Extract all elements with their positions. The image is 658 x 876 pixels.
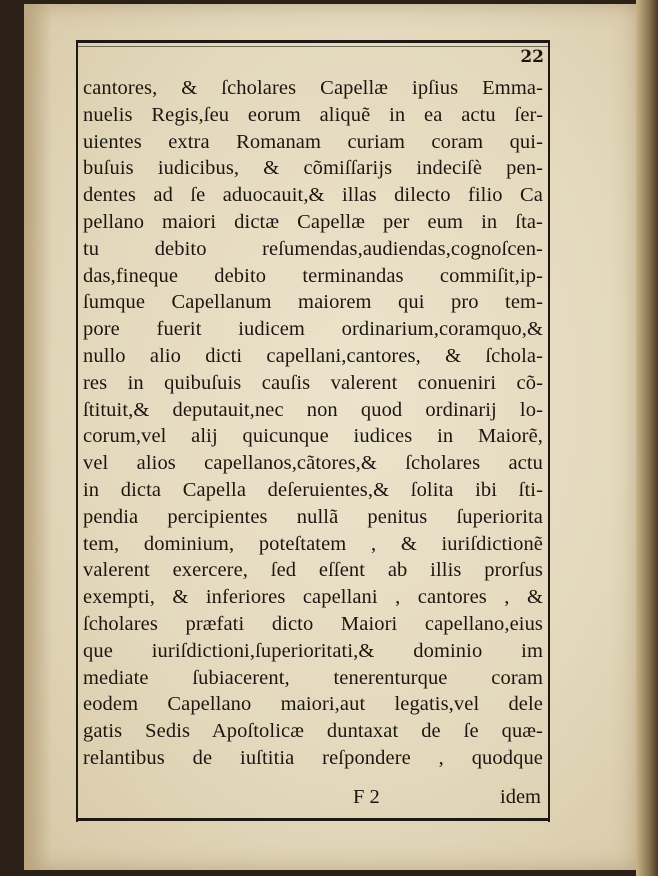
page-number: 22 <box>520 47 544 67</box>
text-line: relantibus de iuſtitia reſpondere , quodque <box>83 746 543 769</box>
frame-rule-right <box>548 40 550 822</box>
signature-mark: F 2 <box>353 786 380 808</box>
text-line: das,fineque debito terminandas commiſit,ip- <box>83 264 543 287</box>
text-line: pendia percipientes nullã penitus ſuperiorita <box>83 505 543 528</box>
text-line: ſumque Capellanum maiorem qui pro tem- <box>83 291 543 314</box>
text-line: mediate ſubiacerent, tenerenturque coram <box>83 666 543 689</box>
text-line: corum,vel alij quicunque iudices in Maiorẽ, <box>83 425 543 448</box>
text-line: tu debito reſumendas,audiendas,cognoſcen- <box>83 237 543 260</box>
text-line: uientes extra Romanam curiam coram qui- <box>83 130 543 153</box>
text-line: pore fuerit iudicem ordinarium,coramquo,& <box>83 318 543 341</box>
text-line: eodem Capellano maiori,aut legatis,vel dele <box>83 693 543 716</box>
text-line: ſcholares præfati dicto Maiori capellano,eius <box>83 612 543 635</box>
text-line: gatis Sedis Apoſtolicæ duntaxat de ſe quæ- <box>83 720 543 743</box>
frame-rule-left <box>76 40 78 822</box>
text-line: tem, dominium, poteſtatem , & iuriſdictionẽ <box>83 532 543 555</box>
text-line: valerent exercere, ſed eſſent ab illis prorſus <box>83 559 543 582</box>
catchword: idem <box>500 786 541 808</box>
frame-rule-bottom <box>76 818 550 821</box>
text-line: nullo alio dicti capellani,cantores, & ſchola- <box>83 344 543 367</box>
text-line: buſuis iudicibus, & cõmiſſarijs indeciſè pen- <box>83 157 543 180</box>
text-line: exempti, & inferiores capellani , cantores , & <box>83 586 543 609</box>
text-line: vel alios capellanos,cãtores,& ſcholares actu <box>83 452 543 475</box>
frame-rule-top <box>76 40 548 43</box>
text-line: in dicta Capella deſeruientes,& ſolita ibi ſti- <box>83 478 543 501</box>
text-line: ſtituit,& deputauit,nec non quod ordinarij lo- <box>83 398 543 421</box>
page-footer <box>83 784 543 810</box>
text-block <box>83 75 543 772</box>
page-gutter-shadow <box>24 4 52 870</box>
frame-rule-top-inner <box>76 46 548 47</box>
text-line: cantores, & ſcholares Capellæ ipſius Emma- <box>83 77 543 99</box>
page-right-edge <box>636 0 658 876</box>
text-line: que iuriſdictioni,ſuperioritati,& dominio im <box>83 639 543 662</box>
text-line: dentes ad ſe aduocauit,& illas dilecto filio Ca <box>83 184 543 207</box>
text-line: nuelis Regis,ſeu eorum aliquẽ in ea actu ſer- <box>83 103 543 126</box>
text-line: res in quibuſuis cauſis valerent conueniri cõ- <box>83 371 543 394</box>
text-line: pellano maiori dictæ Capellæ per eum in ſta- <box>83 210 543 233</box>
